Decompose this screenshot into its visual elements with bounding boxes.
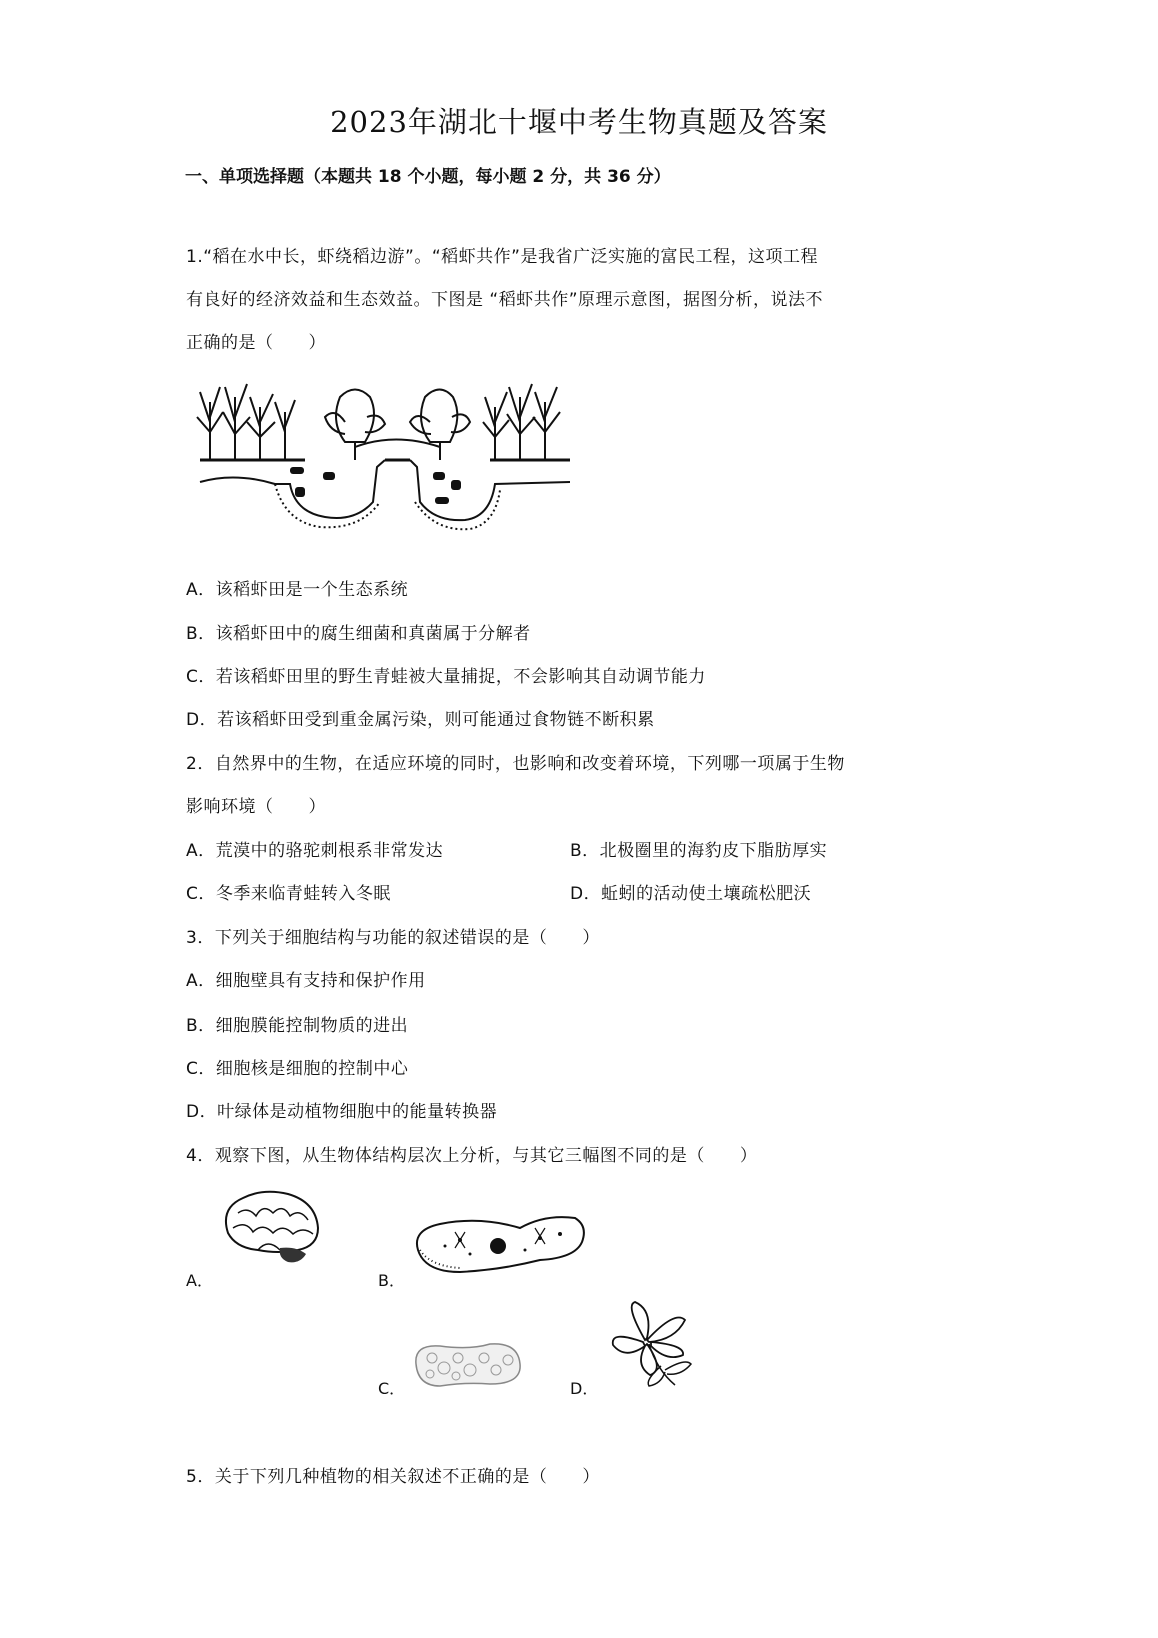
q2-line-1: 2．自然界中的生物，在适应环境的同时，也影响和改变着环境，下列哪一项属于生物	[186, 754, 845, 774]
page-title: 2023年湖北十堰中考生物真题及答案	[330, 105, 828, 139]
q2-line-2: 影响环境（ ）	[186, 797, 326, 817]
q2-option-d: D．蚯蚓的活动使土壤疏松肥沃	[570, 884, 812, 904]
q4-label-d: D．	[570, 1379, 599, 1398]
tissue-illustration	[410, 1338, 525, 1390]
q1-line-3: 正确的是（ ）	[186, 333, 326, 353]
q3-option-c: C．细胞核是细胞的控制中心	[186, 1059, 409, 1079]
q3-option-b: B．细胞膜能控制物质的进出	[186, 1016, 409, 1036]
q1-line-2: 有良好的经济效益和生态效益。下图是 “稻虾共作”原理示意图，据图分析，说法不	[186, 290, 824, 310]
q3-option-d: D．叶绿体是动植物细胞中的能量转换器	[186, 1102, 498, 1122]
q2-option-b: B．北极圈里的海豹皮下脂肪厚实	[570, 841, 828, 861]
q2-option-c: C．冬季来临青蛙转入冬眠	[186, 884, 391, 904]
q1-option-a: A．该稻虾田是一个生态系统	[186, 580, 409, 600]
q1-option-b: B．该稻虾田中的腐生细菌和真菌属于分解者	[186, 624, 531, 644]
q4-label-c: C．	[378, 1379, 406, 1398]
q1-option-c: C．若该稻虾田里的野生青蛙被大量捕捉，不会影响其自动调节能力	[186, 667, 706, 687]
q4-label-a: A．	[186, 1271, 213, 1290]
q3-stem: 3．下列关于细胞结构与功能的叙述错误的是（ ）	[186, 928, 600, 948]
section-heading: 一、单项选择题（本题共 18 个小题，每小题 2 分，共 36 分）	[185, 167, 671, 187]
rice-shrimp-diagram	[195, 372, 575, 547]
brain-illustration	[218, 1188, 324, 1266]
q2-option-a: A．荒漠中的骆驼刺根系非常发达	[186, 841, 444, 861]
q4-label-b: B．	[378, 1271, 405, 1290]
q4-stem: 4．观察下图，从生物体结构层次上分析，与其它三幅图不同的是（ ）	[186, 1146, 758, 1166]
q1-option-d: D．若该稻虾田受到重金属污染，则可能通过食物链不断积累	[186, 710, 655, 730]
q5-stem: 5．关于下列几种植物的相关叙述不正确的是（ ）	[186, 1467, 600, 1487]
lily-flower-illustration	[605, 1300, 695, 1390]
q1-line-1: 1.“稻在水中长，虾绕稻边游”。“稻虾共作”是我省广泛实施的富民工程，这项工程	[186, 247, 818, 267]
q3-option-a: A．细胞壁具有支持和保护作用	[186, 971, 426, 991]
paramecium-illustration	[410, 1210, 590, 1280]
